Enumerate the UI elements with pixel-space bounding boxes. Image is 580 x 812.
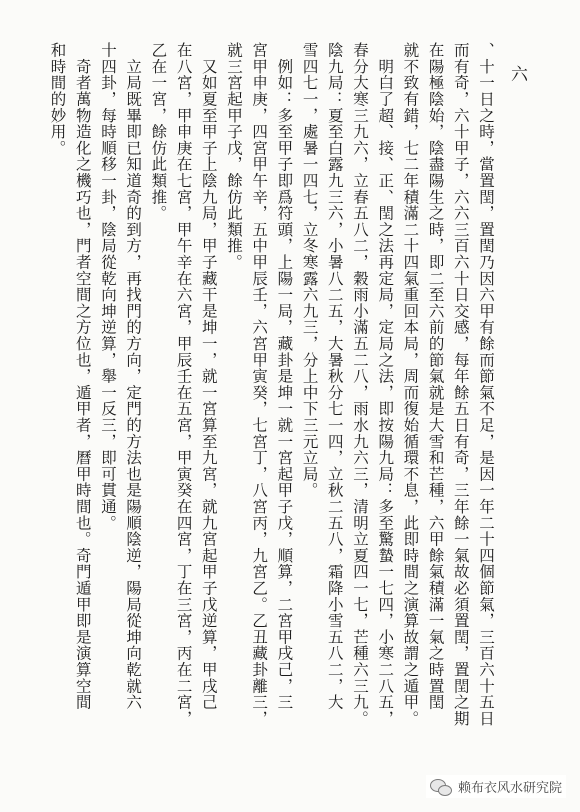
text-line: 在八宮，甲申庚在七宮，甲午辛在六宮，甲辰壬在五宮，甲寅癸在四宮，丁在三宮，丙在二宮， (174, 42, 193, 727)
page-number: 六 (511, 65, 528, 85)
text-line: 陰九局：夏至白露九三六，小暑八二五，大暑秋分七一四，立秋二五八，霜降小雪五八二，大 (325, 42, 344, 711)
text-line: 就三宮起甲子戊，餘仿此類推。 (224, 42, 243, 271)
text-line: 而有奇，六十甲子，六六三百六十日交感，每年餘五日有奇，三年餘一氣故必須置閏，置閏之期 (451, 42, 470, 727)
vertical-text-body (44, 42, 498, 742)
text-line: 立局既畢即已知道奇的到方，再找門的方向，定門的方法也是陽順陰逆，陽局從坤向乾就六 (124, 42, 143, 711)
text-line: 十四卦，每時順移一卦，陰局從乾向坤逆算，舉一反三，即可貫通。 (98, 42, 117, 531)
text-line: 奇者萬物造化之機巧也，門者空間之方位也，遁甲者，曆甲時間也。奇門遁甲即是演算空間 (73, 42, 92, 711)
text-line: 就不致有錯，七二年積滿二十四氣重回本局，周而復始循環不息，此即時間之演算故謂之遁甲。 (401, 42, 420, 727)
text-line: 明白了超、接、正、閏之法再定局，定局之法，即按陽九局：多至驚蟄一七四，小寒二八五， (376, 42, 395, 727)
watermark-text: 赖布衣风水研究院 (457, 781, 562, 796)
text-line: 又如夏至甲子上陰九局，甲子藏干是坤一，就一宮算至九宮，就九宮起甲子戊逆算，甲戌己 (199, 42, 218, 711)
text-line: 例如：多至甲子即爲符頭，上陽一局，藏卦是坤一就一宮起甲子戊，順算，二宮甲戌己，三 (275, 42, 294, 711)
text-line: 春分大寒三九六，立春五八二，穀雨小滿五二八，雨水九六三，清明立夏四一七，芒種六三九。 (350, 42, 369, 727)
text-line: 乙在一宮，餘仿此類推。 (149, 42, 168, 222)
text-line: 宮甲申庚，四宮甲午辛，五中甲辰壬，六宮甲寅癸，七宮丁，八宮丙，九宮乙。乙丑藏卦離三， (250, 42, 269, 727)
text-line: 雪四七一，處暑一四七，立冬寒露六九三，分上中下三元立局。 (300, 42, 319, 499)
text-line: 和時間的妙用。 (48, 42, 67, 157)
text-line: 、十一日之時，當置閏，置閏乃因六甲有餘而節氣不足，是因一年二十四個節氣，三百六十五日 (477, 42, 495, 727)
text-line: 在陽極陰始，陰盡陽生之時，即二至六前的節氣就是大雪和芒種，六甲餘氣積滿一氣之時置閏 (426, 42, 445, 711)
wechat-icon (430, 778, 452, 796)
watermark (426, 775, 566, 798)
